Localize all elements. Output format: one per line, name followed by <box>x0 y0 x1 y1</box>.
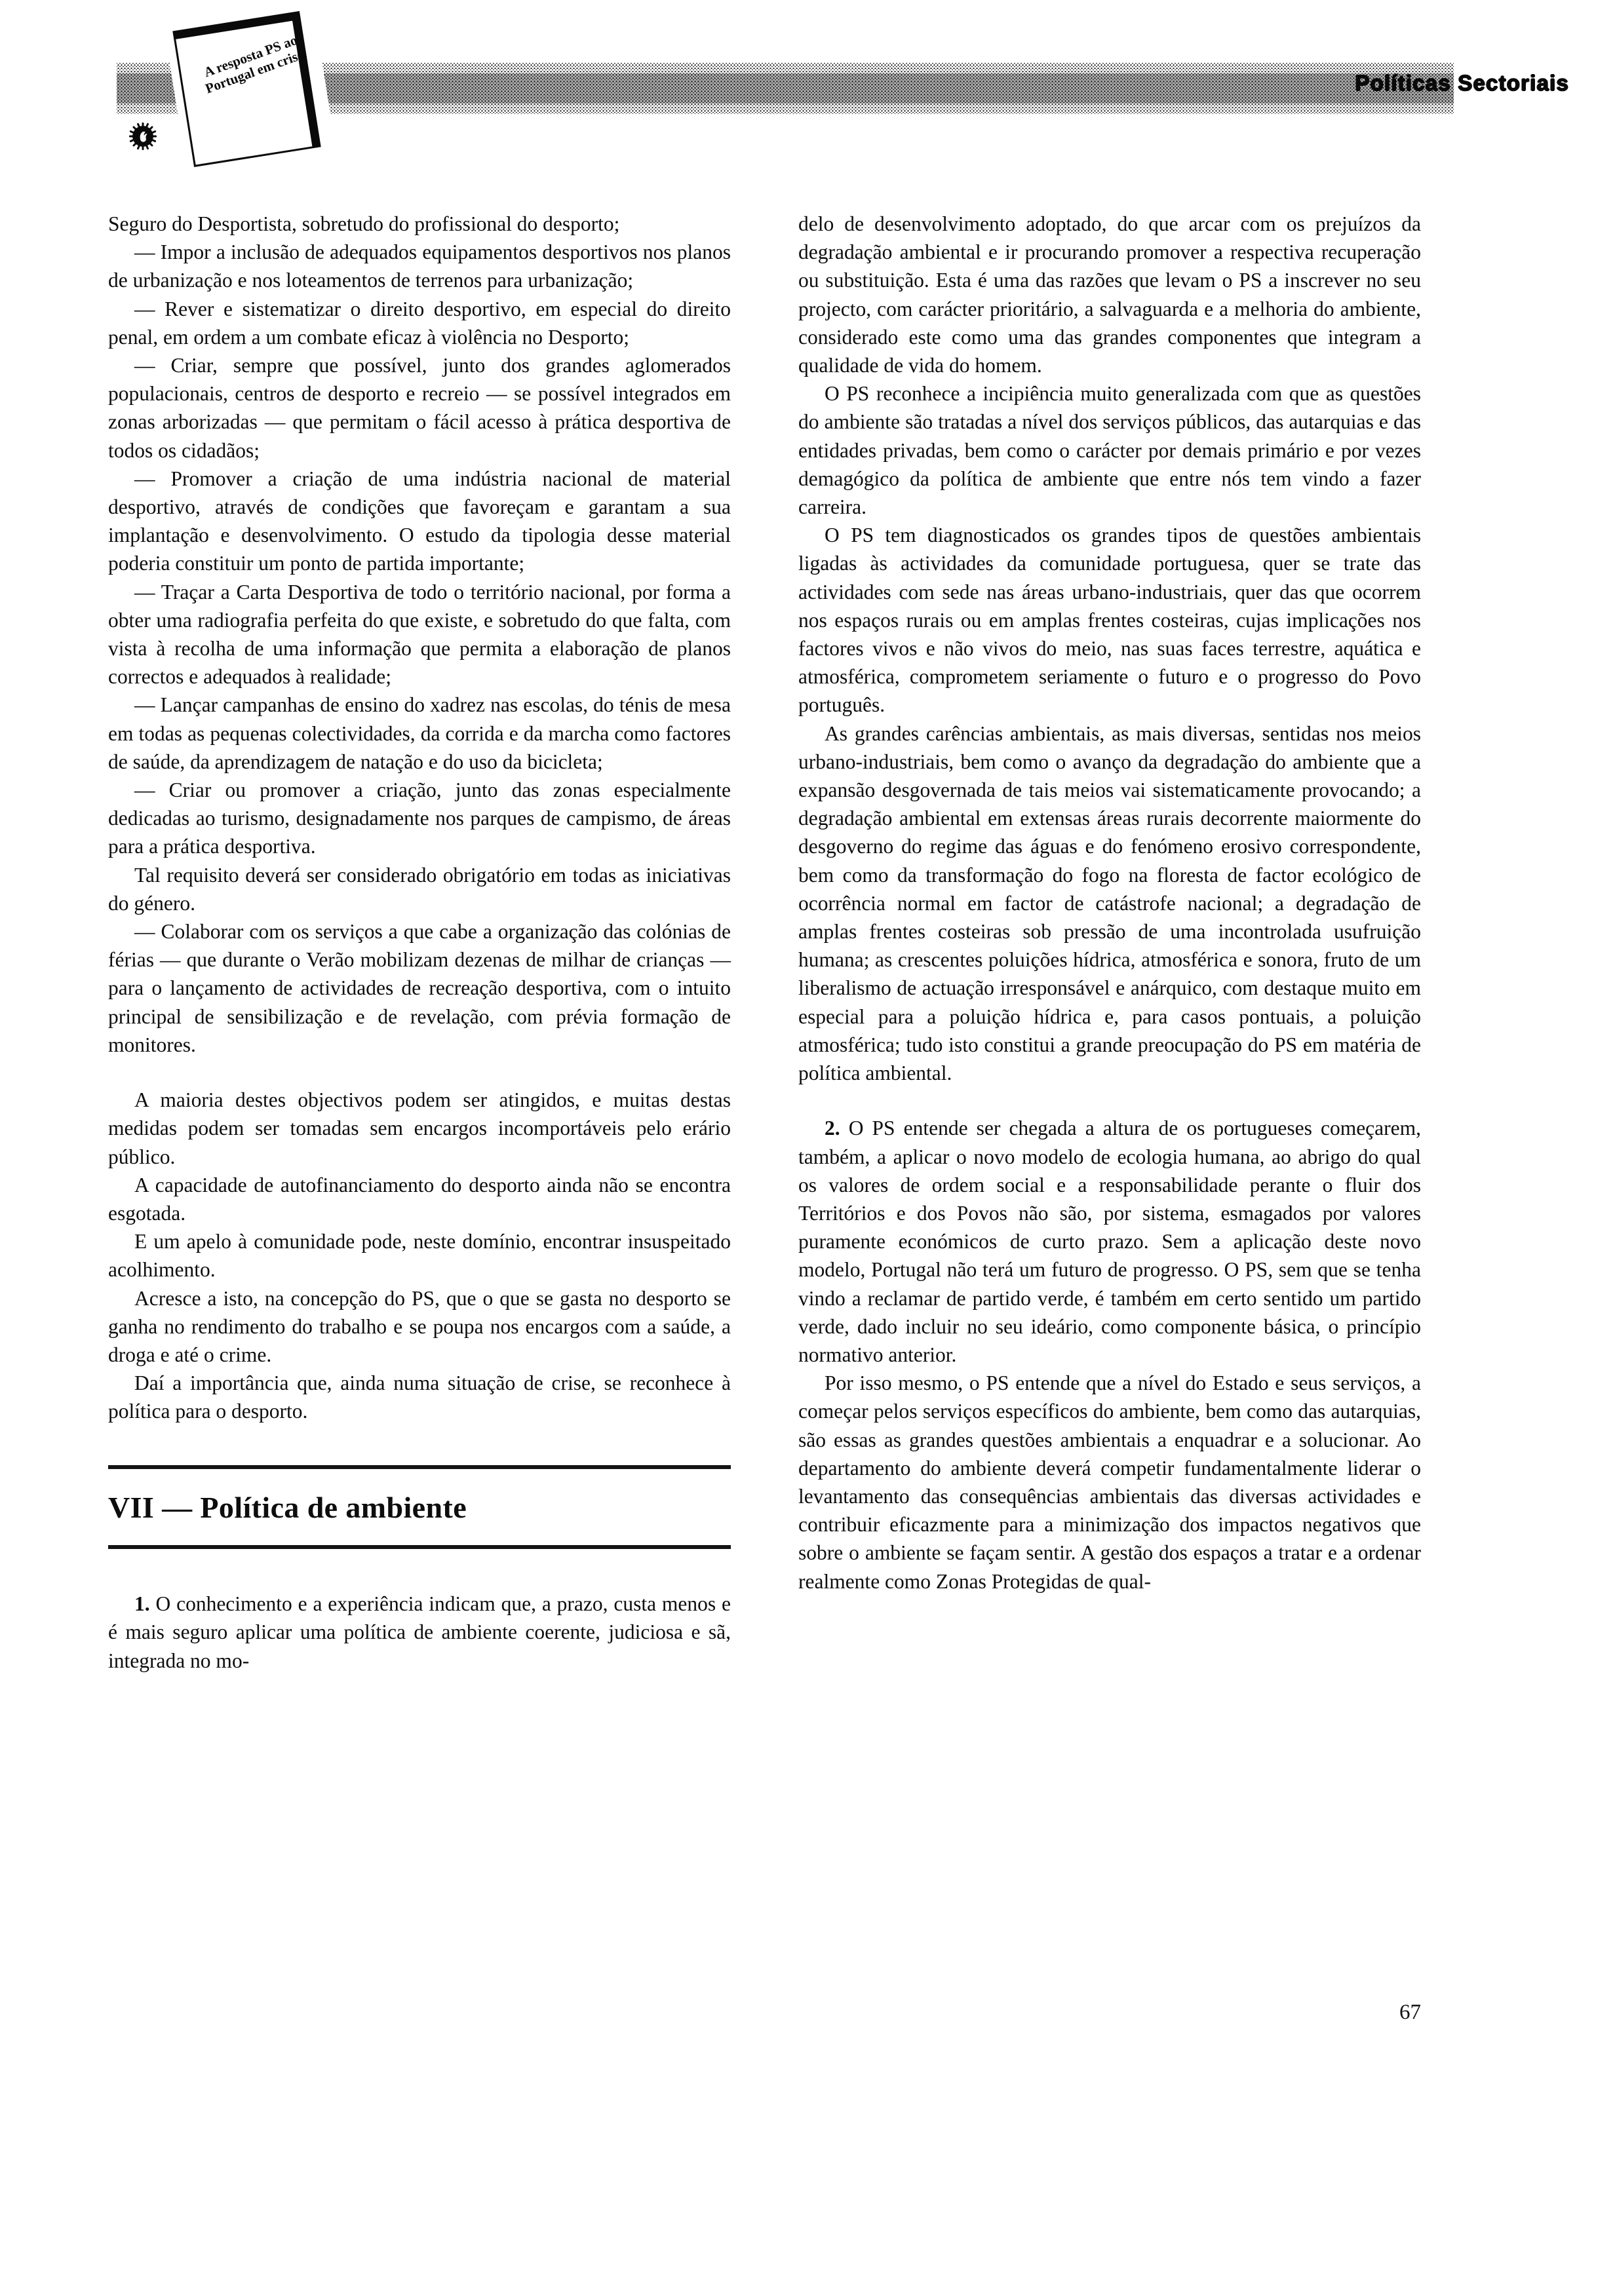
right-column <box>798 210 1421 1596</box>
left-column-section-paragraphs <box>108 1590 731 1675</box>
right-column-paragraphs <box>798 210 1421 1596</box>
paragraph-number: 1. <box>134 1592 150 1616</box>
body-paragraph: Seguro do Desportista, sobretudo do profissional do desporto; <box>108 212 620 235</box>
body-paragraph: — Impor a inclusão de adequados equipamentos desportivos nos planos de urbanização e nos loteamentos de terrenos para urbanização; <box>108 240 731 292</box>
card-frame <box>172 11 321 167</box>
body-paragraph: E um apelo à comunidade pode, neste domínio, encontrar insuspeitado acolhimento. <box>108 1230 731 1282</box>
section-rule-top <box>108 1465 731 1469</box>
body-paragraph: Tal requisito deverá ser considerado obrigatório em todas as iniciativas do género. <box>108 863 731 915</box>
body-paragraph: delo de desenvolvimento adoptado, do que arcar com os prejuízos da degradação ambiental e ir procurando promover a respectiva recuperação ou substituição. Esta é uma das razões que levam o PS a inscrever no seu projecto, com carácter prioritário, a salvaguarda e a melhoria do ambiente, considerado este como uma das grandes componentes que integram a qualidade de vida do homem. <box>798 212 1421 377</box>
body-paragraph: — Traçar a Carta Desportiva de todo o território nacional, por forma a obter uma radiografia perfeita do que existe, e sobretudo do que falta, com vista à recolha de uma informação que permita a elaboração de planos correctos e adequados à realidade; <box>108 580 731 689</box>
card-title: A resposta PS ao Portugal em crise. <box>201 31 309 96</box>
body-paragraph: Daí a importância que, ainda numa situação de crise, se reconhece à política para o desporto. <box>108 1371 731 1423</box>
body-paragraph: — Lançar campanhas de ensino do xadrez nas escolas, do ténis de mesa em todas as pequenas colectividades, da corrida e da marcha como factores de saúde, da aprendizagem de natação e do uso da bicicleta; <box>108 693 731 773</box>
body-paragraph: — Promover a criação de uma indústria nacional de material desportivo, através de condições que favoreçam e garantam a sua implantação e desenvolvimento. O estudo da tipologia desse material poderia constituir um ponto de partida importante; <box>108 467 731 575</box>
body-paragraph: 1. O conhecimento e a experiência indicam que, a prazo, custa menos e é mais seguro aplicar uma política de ambiente coerente, judiciosa e sã, integrada no mo- <box>108 1592 731 1672</box>
body-paragraph: — Colaborar com os serviços a que cabe a organização das colónias de férias — que durante o Verão mobilizam dezenas de milhar de crianças — para o lançamento de actividades de recreação desportiva, com o intuito principal de sensibilização e de revelação, com prévia formação de monitores. <box>108 920 731 1056</box>
body-paragraph: O PS tem diagnosticados os grandes tipos de questões ambientais ligadas às actividades da comunidade portuguesa, quer se trate das actividades com sede nas áreas urbano-industriais, quer das que ocorrem nos espaços rurais ou em amplas frentes costeiras, cujas implicações nos factores vivos e não vivos do meio, nas suas faces terrestre, aquática e atmosférica, comprometem seriamente o futuro e o progresso do Povo português. <box>798 524 1421 717</box>
body-paragraph: 2. O PS entende ser chegada a altura de os portugueses começarem, também, a aplicar o novo modelo de ecologia humana, ao abrigo do qual os valores de ordem social e a responsabilidade perante o fluir dos Territórios e dos Povos não são, por sistema, esmagados por valores puramente económicos de curto prazo. Sem a aplicação deste novo modelo, Portugal não terá um futuro de progresso. O PS, sem que se tenha vindo a reclamar de partido verde, é também em certo sentido um partido verde, dado incluir no seu ideário, como componente básica, o princípio normativo anterior. <box>798 1117 1421 1366</box>
paragraph-number: 2. <box>825 1117 840 1140</box>
body-paragraph: — Criar ou promover a criação, junto das zonas especialmente dedicadas ao turismo, designadamente nos parques de campismo, de áreas para a prática desportiva. <box>108 778 731 858</box>
body-paragraph: — Criar, sempre que possível, junto dos grandes aglomerados populacionais, centros de desporto e recreio — se possível integrados em zonas arborizadas — que permitam o fácil acesso à prática desportiva de todos os cidadãos; <box>108 354 731 462</box>
body-paragraph: Por isso mesmo, o PS entende que a nível do Estado e seus serviços, a começar pelos serviços específicos do ambiente, bem como das autarquias, são essas as grandes questões ambientais a enquadrar e a solucionar. Ao departamento do ambiente deverá competir fundamentalmente liderar o levantamento das consequências ambientais das diversas actividades e contribuir eficazmente para a minimização dos impactos negativos que sobre o ambiente se façam sentir. A gestão dos espaços a tratar e a ordenar realmente como Zonas Protegidas de qual- <box>798 1371 1421 1593</box>
ps-rose-fist-emblem <box>125 118 161 155</box>
body-paragraph: Acresce a isto, na concepção do PS, que o que se gasta no desporto se ganha no rendimento do trabalho e se poupa nos encargos com a saúde, a droga e até o crime. <box>108 1286 731 1366</box>
left-column-paragraphs <box>108 210 731 1426</box>
ps-booklet-card <box>164 3 338 188</box>
page-number: 67 <box>1399 2000 1421 2024</box>
body-paragraph: — Rever e sistematizar o direito desportivo, em especial do direito penal, em ordem a um combate eficaz à violência no Desporto; <box>108 297 731 349</box>
section-heading: VII — Política de ambiente <box>108 1490 467 1524</box>
body-paragraph: As grandes carências ambientais, as mais diversas, sentidas nos meios urbano-industriais, bem como o avanço da degradação do ambiente que a expansão desgovernada de tais meios vai sistematicamente provocando; a degradação ambiental em extensas áreas rurais decorrente maiormente do desgoverno do regime das águas e do fenómeno erosivo correspondente, bem como da transformação do fogo na floresta de factor ecológico de ocorrência normal em factor de catástrofe nacional; a degradação de amplas frentes costeiras sob pressão de uma incontrolada usufruição humana; as crescentes poluições hídrica, atmosférica e sonora, fruto de um liberalismo de actuação irresponsável e anárquico, com destaque muito em especial para a poluição hídrica e, para casos pontuais, a poluição atmosférica; tudo isto constitui a grande preocupação do PS em matéria de política ambiental. <box>798 721 1421 1085</box>
left-column <box>108 210 731 1675</box>
body-paragraph: A maioria destes objectivos podem ser atingidos, e muitas destas medidas podem ser tomadas sem encargos incomportáveis pelo erário público. <box>108 1088 731 1168</box>
body-paragraph: O PS reconhece a incipiência muito generalizada com que as questões do ambiente são tratadas a nível dos serviços públicos, das autarquias e das entidades privadas, bem como o carácter por demais primário e por vezes demagógico da política de ambiente que entre nós tem vindo a fazer carreira. <box>798 382 1421 519</box>
header-band-title: Políticas Sectoriais <box>1355 71 1569 95</box>
page-header <box>0 0 1615 164</box>
section-rule-bottom <box>108 1545 731 1549</box>
body-paragraph: A capacidade de autofinanciamento do desporto ainda não se encontra esgotada. <box>108 1173 731 1225</box>
